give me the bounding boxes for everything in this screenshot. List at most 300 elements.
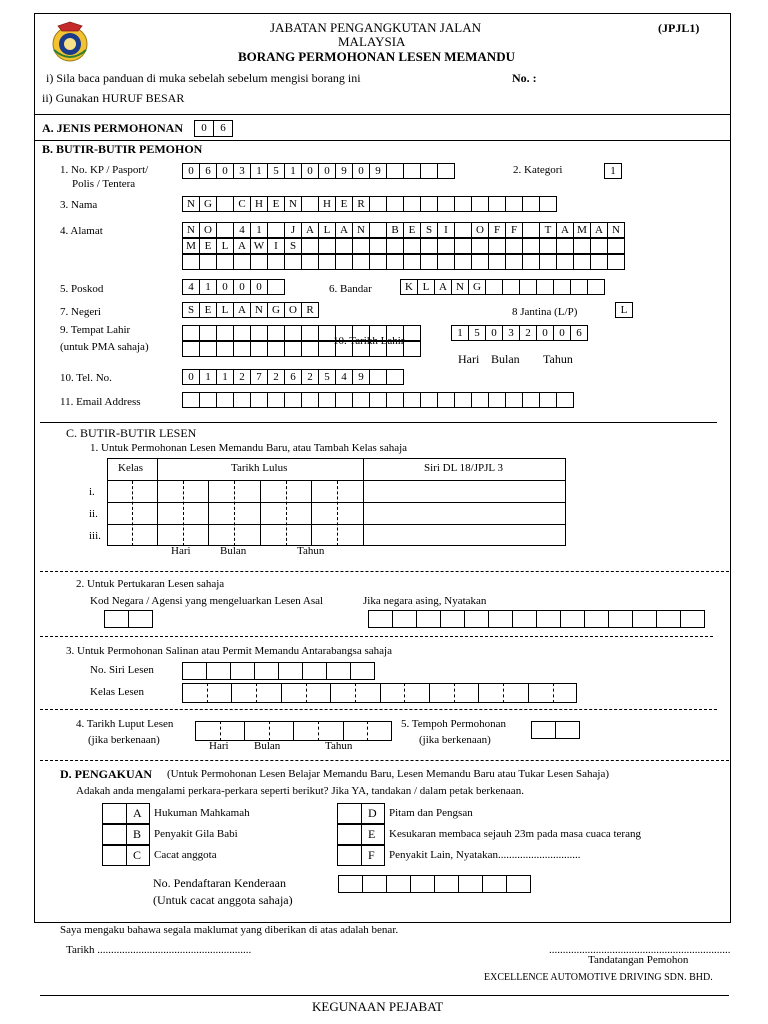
char-cell[interactable] (488, 392, 506, 408)
char-cell[interactable]: A (233, 302, 251, 318)
form-title: BORANG PERMOHONAN LESEN MEMANDU (238, 49, 515, 64)
char-cell[interactable] (488, 254, 506, 270)
char-cell[interactable] (488, 610, 513, 628)
char-cell[interactable]: 4 (335, 369, 353, 385)
char-cell[interactable] (278, 662, 303, 680)
char-cell[interactable]: 5 (267, 163, 285, 179)
char-cell[interactable]: 6 (570, 325, 588, 341)
char-cell[interactable]: 1 (451, 325, 469, 341)
char-cell[interactable] (608, 610, 633, 628)
char-cell[interactable] (536, 279, 554, 295)
char-cell[interactable] (437, 392, 455, 408)
char-cell[interactable] (420, 254, 438, 270)
char-cell[interactable] (392, 610, 417, 628)
char-cell[interactable]: A (590, 222, 608, 238)
signature-line[interactable]: .................................................................. (549, 944, 731, 956)
char-cell[interactable] (284, 254, 302, 270)
pengakuan-text: Pitam dan Pengsan (389, 807, 473, 819)
char-cell[interactable]: N (284, 196, 302, 212)
col-tarikh-lulus: Tarikh Lulus (231, 462, 288, 474)
char-cell[interactable] (522, 254, 540, 270)
char-cell[interactable]: M (182, 238, 200, 254)
char-cell[interactable] (420, 238, 438, 254)
jantina-cell[interactable]: L (615, 302, 633, 318)
char-cell[interactable]: T (539, 222, 557, 238)
char-cell[interactable] (250, 254, 268, 270)
char-cell[interactable]: 2 (267, 369, 285, 385)
ic-number-boxes[interactable] (182, 163, 455, 179)
declaration: Saya mengaku bahawa segala maklumat yang diberikan di atas adalah benar. (60, 924, 399, 936)
char-cell[interactable] (318, 238, 336, 254)
char-cell[interactable] (216, 196, 234, 212)
char-cell[interactable]: 1 (250, 163, 268, 179)
char-cell[interactable]: I (267, 238, 285, 254)
char-cell[interactable] (573, 254, 591, 270)
char-cell[interactable] (199, 341, 217, 357)
char-cell[interactable] (471, 196, 489, 212)
char-cell[interactable] (233, 392, 251, 408)
char-cell[interactable] (488, 196, 506, 212)
char-cell[interactable] (206, 662, 231, 680)
char-cell[interactable] (505, 196, 523, 212)
char-cell[interactable]: G (199, 196, 217, 212)
char-cell[interactable] (556, 254, 574, 270)
alamat-line-1[interactable] (182, 222, 625, 238)
char-cell[interactable] (386, 254, 404, 270)
char-cell[interactable] (267, 254, 285, 270)
char-cell[interactable] (233, 254, 251, 270)
char-cell[interactable]: O (199, 222, 217, 238)
char-cell[interactable] (485, 279, 503, 295)
cell-divider (207, 683, 208, 703)
char-cell[interactable]: 0 (182, 369, 200, 385)
jantina-box[interactable] (615, 302, 633, 318)
char-cell[interactable] (437, 163, 455, 179)
hari-label: Hari (209, 740, 229, 752)
negeri-label: 7. Negeri (60, 306, 101, 318)
char-cell[interactable] (471, 254, 489, 270)
char-cell[interactable] (454, 254, 472, 270)
char-cell[interactable] (326, 662, 351, 680)
char-cell[interactable] (318, 392, 336, 408)
char-cell[interactable]: L (216, 302, 234, 318)
char-cell[interactable] (539, 254, 557, 270)
char-cell[interactable] (536, 610, 561, 628)
char-cell[interactable]: 5 (468, 325, 486, 341)
cell-divider (404, 683, 405, 703)
char-cell[interactable] (369, 196, 387, 212)
char-cell[interactable] (522, 392, 540, 408)
char-cell[interactable] (680, 610, 705, 628)
char-cell[interactable] (301, 325, 319, 341)
section-a-title: A. JENIS PERMOHONAN (42, 121, 184, 135)
char-cell[interactable] (505, 392, 523, 408)
char-cell[interactable]: N (451, 279, 469, 295)
char-cell[interactable] (434, 875, 459, 893)
tarikh-line[interactable]: Tarikh ........................................................ (66, 944, 252, 956)
char-cell[interactable]: L (216, 238, 234, 254)
char-cell[interactable]: 0 (553, 325, 571, 341)
char-cell[interactable] (301, 392, 319, 408)
office-use-title: KEGUNAAN PEJABAT (312, 999, 444, 1014)
char-cell[interactable]: 0 (352, 163, 370, 179)
char-cell[interactable] (182, 341, 200, 357)
char-cell[interactable] (362, 875, 387, 893)
table-divider (132, 481, 133, 546)
char-cell[interactable]: 7 (250, 369, 268, 385)
char-cell[interactable] (454, 392, 472, 408)
char-cell[interactable] (233, 341, 251, 357)
char-cell[interactable] (369, 369, 387, 385)
char-cell[interactable]: 9 (352, 369, 370, 385)
char-cell[interactable]: 1 (284, 163, 302, 179)
char-cell[interactable] (352, 238, 370, 254)
char-cell[interactable]: N (182, 222, 200, 238)
char-cell[interactable] (386, 392, 404, 408)
char-cell[interactable]: S (284, 238, 302, 254)
char-cell[interactable] (437, 196, 455, 212)
table-divider (337, 481, 338, 546)
char-cell[interactable] (420, 196, 438, 212)
char-cell[interactable]: 0 (233, 279, 251, 295)
char-cell[interactable]: 5 (318, 369, 336, 385)
char-cell[interactable]: G (468, 279, 486, 295)
char-cell[interactable] (338, 875, 363, 893)
char-cell[interactable]: 0 (216, 163, 234, 179)
kod-negara-boxes[interactable] (104, 610, 153, 628)
char-cell[interactable] (420, 163, 438, 179)
char-cell[interactable] (199, 392, 217, 408)
char-cell[interactable] (506, 875, 531, 893)
char-cell[interactable] (250, 392, 268, 408)
char-cell[interactable] (386, 163, 404, 179)
section-c-sub2: 2. Untuk Pertukaran Lesen sahaja (76, 578, 225, 590)
char-cell[interactable] (216, 341, 234, 357)
cell-divider (231, 683, 232, 703)
email-boxes[interactable] (182, 392, 574, 408)
char-cell[interactable]: S (182, 302, 200, 318)
char-cell[interactable]: 1 (216, 369, 234, 385)
char-cell[interactable] (519, 279, 537, 295)
tahun-label: Tahun (543, 352, 573, 366)
char-cell[interactable] (440, 610, 465, 628)
char-cell[interactable] (454, 238, 472, 254)
alamat-line-3[interactable] (182, 254, 625, 270)
char-cell[interactable] (587, 279, 605, 295)
char-cell[interactable] (267, 392, 285, 408)
char-cell[interactable] (250, 341, 268, 357)
char-cell[interactable] (301, 341, 319, 357)
char-cell[interactable] (284, 325, 302, 341)
char-cell[interactable] (369, 238, 387, 254)
char-cell[interactable]: E (267, 196, 285, 212)
char-cell[interactable]: 9 (335, 163, 353, 179)
char-cell[interactable]: C (233, 196, 251, 212)
cell-divider (380, 683, 381, 703)
char-cell[interactable] (216, 254, 234, 270)
char-cell[interactable]: A (301, 222, 319, 238)
cell-divider (361, 824, 362, 845)
char-cell[interactable]: 0 (250, 279, 268, 295)
char-cell[interactable]: G (267, 302, 285, 318)
agency-name: JABATAN PENGANGKUTAN JALAN (270, 20, 481, 35)
char-cell[interactable]: B (386, 222, 404, 238)
table-divider (286, 481, 287, 546)
char-cell[interactable] (267, 279, 285, 295)
tarikh-luput-label: 4. Tarikh Luput Lesen (76, 718, 174, 730)
char-cell[interactable]: F (488, 222, 506, 238)
char-cell[interactable] (403, 341, 421, 357)
char-cell[interactable] (182, 392, 200, 408)
char-cell[interactable] (216, 392, 234, 408)
char-cell[interactable] (607, 238, 625, 254)
char-cell[interactable] (556, 392, 574, 408)
negeri-boxes[interactable] (182, 302, 319, 318)
char-cell[interactable]: 3 (233, 163, 251, 179)
row-label: i. (89, 486, 95, 498)
char-cell[interactable]: J (284, 222, 302, 238)
char-cell[interactable] (182, 254, 200, 270)
char-cell[interactable]: K (400, 279, 418, 295)
char-cell[interactable]: 1 (199, 279, 217, 295)
char-cell[interactable] (254, 662, 279, 680)
char-cell[interactable] (335, 254, 353, 270)
char-cell[interactable] (267, 222, 285, 238)
char-cell[interactable] (590, 238, 608, 254)
char-cell[interactable] (437, 238, 455, 254)
char-cell[interactable] (369, 392, 387, 408)
char-cell[interactable] (301, 254, 319, 270)
char-cell[interactable] (350, 662, 375, 680)
alamat-line-2[interactable] (182, 238, 625, 254)
char-cell[interactable] (284, 392, 302, 408)
tempoh-boxes[interactable] (531, 721, 580, 739)
char-cell[interactable]: N (352, 222, 370, 238)
char-cell[interactable] (302, 662, 327, 680)
char-cell[interactable] (416, 610, 441, 628)
char-cell[interactable] (230, 662, 255, 680)
char-cell[interactable] (539, 238, 557, 254)
char-cell[interactable]: F (505, 222, 523, 238)
char-cell[interactable]: N (607, 222, 625, 238)
char-cell[interactable]: E (403, 222, 421, 238)
char-cell[interactable] (505, 238, 523, 254)
char-cell[interactable] (471, 238, 489, 254)
cell-divider (454, 683, 455, 703)
char-cell[interactable]: 2 (519, 325, 537, 341)
char-cell[interactable]: I (437, 222, 455, 238)
char-cell[interactable] (199, 325, 217, 341)
char-cell[interactable] (403, 196, 421, 212)
char-cell[interactable] (386, 369, 404, 385)
char-cell[interactable] (199, 254, 217, 270)
char-cell[interactable] (607, 254, 625, 270)
char-cell[interactable]: S (420, 222, 438, 238)
char-cell[interactable] (555, 721, 580, 739)
char-cell[interactable] (216, 222, 234, 238)
char-cell[interactable] (410, 875, 435, 893)
char-cell[interactable]: 0 (536, 325, 554, 341)
char-cell[interactable] (386, 875, 411, 893)
char-cell[interactable] (420, 392, 438, 408)
char-cell[interactable] (454, 222, 472, 238)
char-cell[interactable]: 0 (182, 163, 200, 179)
cell-divider (503, 683, 504, 703)
char-cell[interactable]: A (556, 222, 574, 238)
cell-divider (126, 803, 127, 824)
char-cell[interactable]: 0 (485, 325, 503, 341)
char-cell[interactable]: A (233, 238, 251, 254)
char-cell[interactable] (250, 325, 268, 341)
char-cell[interactable]: 6 (284, 369, 302, 385)
char-cell[interactable] (505, 254, 523, 270)
char-cell[interactable] (482, 875, 507, 893)
no-siri-boxes[interactable] (182, 662, 375, 680)
char-cell[interactable] (182, 662, 207, 680)
negara-asing-boxes[interactable] (368, 610, 705, 628)
char-cell[interactable] (464, 610, 489, 628)
no-daftar-boxes[interactable] (338, 875, 531, 893)
char-cell[interactable] (369, 254, 387, 270)
poskod-boxes[interactable] (182, 279, 285, 295)
table-divider (363, 458, 364, 546)
char-cell[interactable] (539, 196, 557, 212)
char-cell[interactable] (553, 279, 571, 295)
char-cell[interactable]: W (250, 238, 268, 254)
char-cell[interactable] (128, 610, 153, 628)
char-cell[interactable]: R (352, 196, 370, 212)
char-cell[interactable]: 2 (233, 369, 251, 385)
char-cell[interactable]: H (318, 196, 336, 212)
char-cell[interactable] (458, 875, 483, 893)
char-cell[interactable] (454, 196, 472, 212)
cell-divider (126, 824, 127, 845)
char-cell[interactable] (522, 196, 540, 212)
char-cell[interactable] (522, 222, 540, 238)
char-cell[interactable] (632, 610, 657, 628)
char-cell[interactable] (522, 238, 540, 254)
char-cell[interactable]: O (471, 222, 489, 238)
char-cell[interactable] (267, 341, 285, 357)
char-cell[interactable]: 0 (216, 279, 234, 295)
char-cell[interactable]: 4 (182, 279, 200, 295)
char-cell[interactable] (352, 254, 370, 270)
char-cell[interactable]: E (199, 238, 217, 254)
char-cell[interactable]: L (417, 279, 435, 295)
char-cell[interactable]: N (250, 302, 268, 318)
tel-boxes[interactable] (182, 369, 404, 385)
char-cell[interactable] (368, 610, 393, 628)
char-cell[interactable] (301, 238, 319, 254)
char-cell[interactable] (502, 279, 520, 295)
char-cell[interactable]: 4 (233, 222, 251, 238)
char-cell[interactable] (318, 254, 336, 270)
char-cell[interactable] (233, 325, 251, 341)
char-cell[interactable]: 3 (502, 325, 520, 341)
char-cell[interactable] (403, 238, 421, 254)
char-cell[interactable]: 9 (369, 163, 387, 179)
char-cell[interactable]: 1 (250, 222, 268, 238)
char-cell[interactable] (403, 254, 421, 270)
char-cell[interactable] (570, 279, 588, 295)
table-divider (208, 481, 209, 546)
divider (34, 140, 731, 141)
char-cell[interactable] (386, 238, 404, 254)
char-cell[interactable] (556, 238, 574, 254)
char-cell[interactable]: A (434, 279, 452, 295)
char-cell[interactable] (267, 325, 285, 341)
char-cell[interactable]: M (573, 222, 591, 238)
char-cell[interactable] (573, 238, 591, 254)
char-cell[interactable] (437, 254, 455, 270)
cell-divider (306, 683, 307, 703)
char-cell[interactable] (216, 325, 234, 341)
pengakuan-letter: A (133, 806, 142, 820)
char-cell[interactable] (386, 196, 404, 212)
char-cell[interactable] (403, 392, 421, 408)
char-cell[interactable] (539, 392, 557, 408)
char-cell[interactable] (656, 610, 681, 628)
char-cell[interactable] (182, 325, 200, 341)
char-cell[interactable]: R (301, 302, 319, 318)
char-cell[interactable]: 1 (199, 369, 217, 385)
char-cell[interactable]: 6 (199, 163, 217, 179)
char-cell[interactable]: H (250, 196, 268, 212)
char-cell[interactable]: E (199, 302, 217, 318)
char-cell[interactable]: L (318, 222, 336, 238)
char-cell[interactable] (104, 610, 129, 628)
char-cell[interactable] (590, 254, 608, 270)
char-cell[interactable] (584, 610, 609, 628)
kategori-cell[interactable]: 1 (604, 163, 622, 179)
char-cell[interactable]: A (335, 222, 353, 238)
bandar-boxes[interactable] (400, 279, 605, 295)
code-cell[interactable]: 6 (213, 120, 233, 137)
kategori-box[interactable] (604, 163, 622, 179)
char-cell[interactable] (488, 238, 506, 254)
char-cell[interactable]: N (182, 196, 200, 212)
char-cell[interactable]: 0 (301, 163, 319, 179)
char-cell[interactable] (352, 392, 370, 408)
char-cell[interactable]: E (335, 196, 353, 212)
char-cell[interactable]: O (284, 302, 302, 318)
char-cell[interactable] (471, 392, 489, 408)
char-cell[interactable] (335, 238, 353, 254)
tarikh-lahir-boxes[interactable] (451, 325, 588, 341)
jenis-permohonan-boxes[interactable] (194, 120, 233, 137)
table-divider (157, 458, 158, 546)
char-cell[interactable] (284, 341, 302, 357)
char-cell[interactable] (560, 610, 585, 628)
char-cell[interactable]: 2 (301, 369, 319, 385)
char-cell[interactable] (369, 222, 387, 238)
char-cell[interactable] (512, 610, 537, 628)
char-cell[interactable]: 0 (318, 163, 336, 179)
char-cell[interactable] (301, 196, 319, 212)
no-daftar-label: No. Pendaftaran Kenderaan (153, 876, 286, 890)
code-cell[interactable]: 0 (194, 120, 214, 137)
char-cell[interactable] (403, 163, 421, 179)
section-c-sub3: 3. Untuk Permohonan Salinan atau Permit Memandu Antarabangsa sahaja (66, 645, 392, 657)
form-no-label: No. : (512, 71, 537, 85)
cell-divider (318, 721, 319, 741)
char-cell[interactable] (403, 325, 421, 341)
char-cell[interactable] (335, 392, 353, 408)
nama-boxes[interactable] (182, 196, 557, 212)
bulan-label: Bulan (220, 545, 247, 557)
tarikh-luput-note: (jika berkenaan) (88, 734, 160, 746)
char-cell[interactable] (531, 721, 556, 739)
